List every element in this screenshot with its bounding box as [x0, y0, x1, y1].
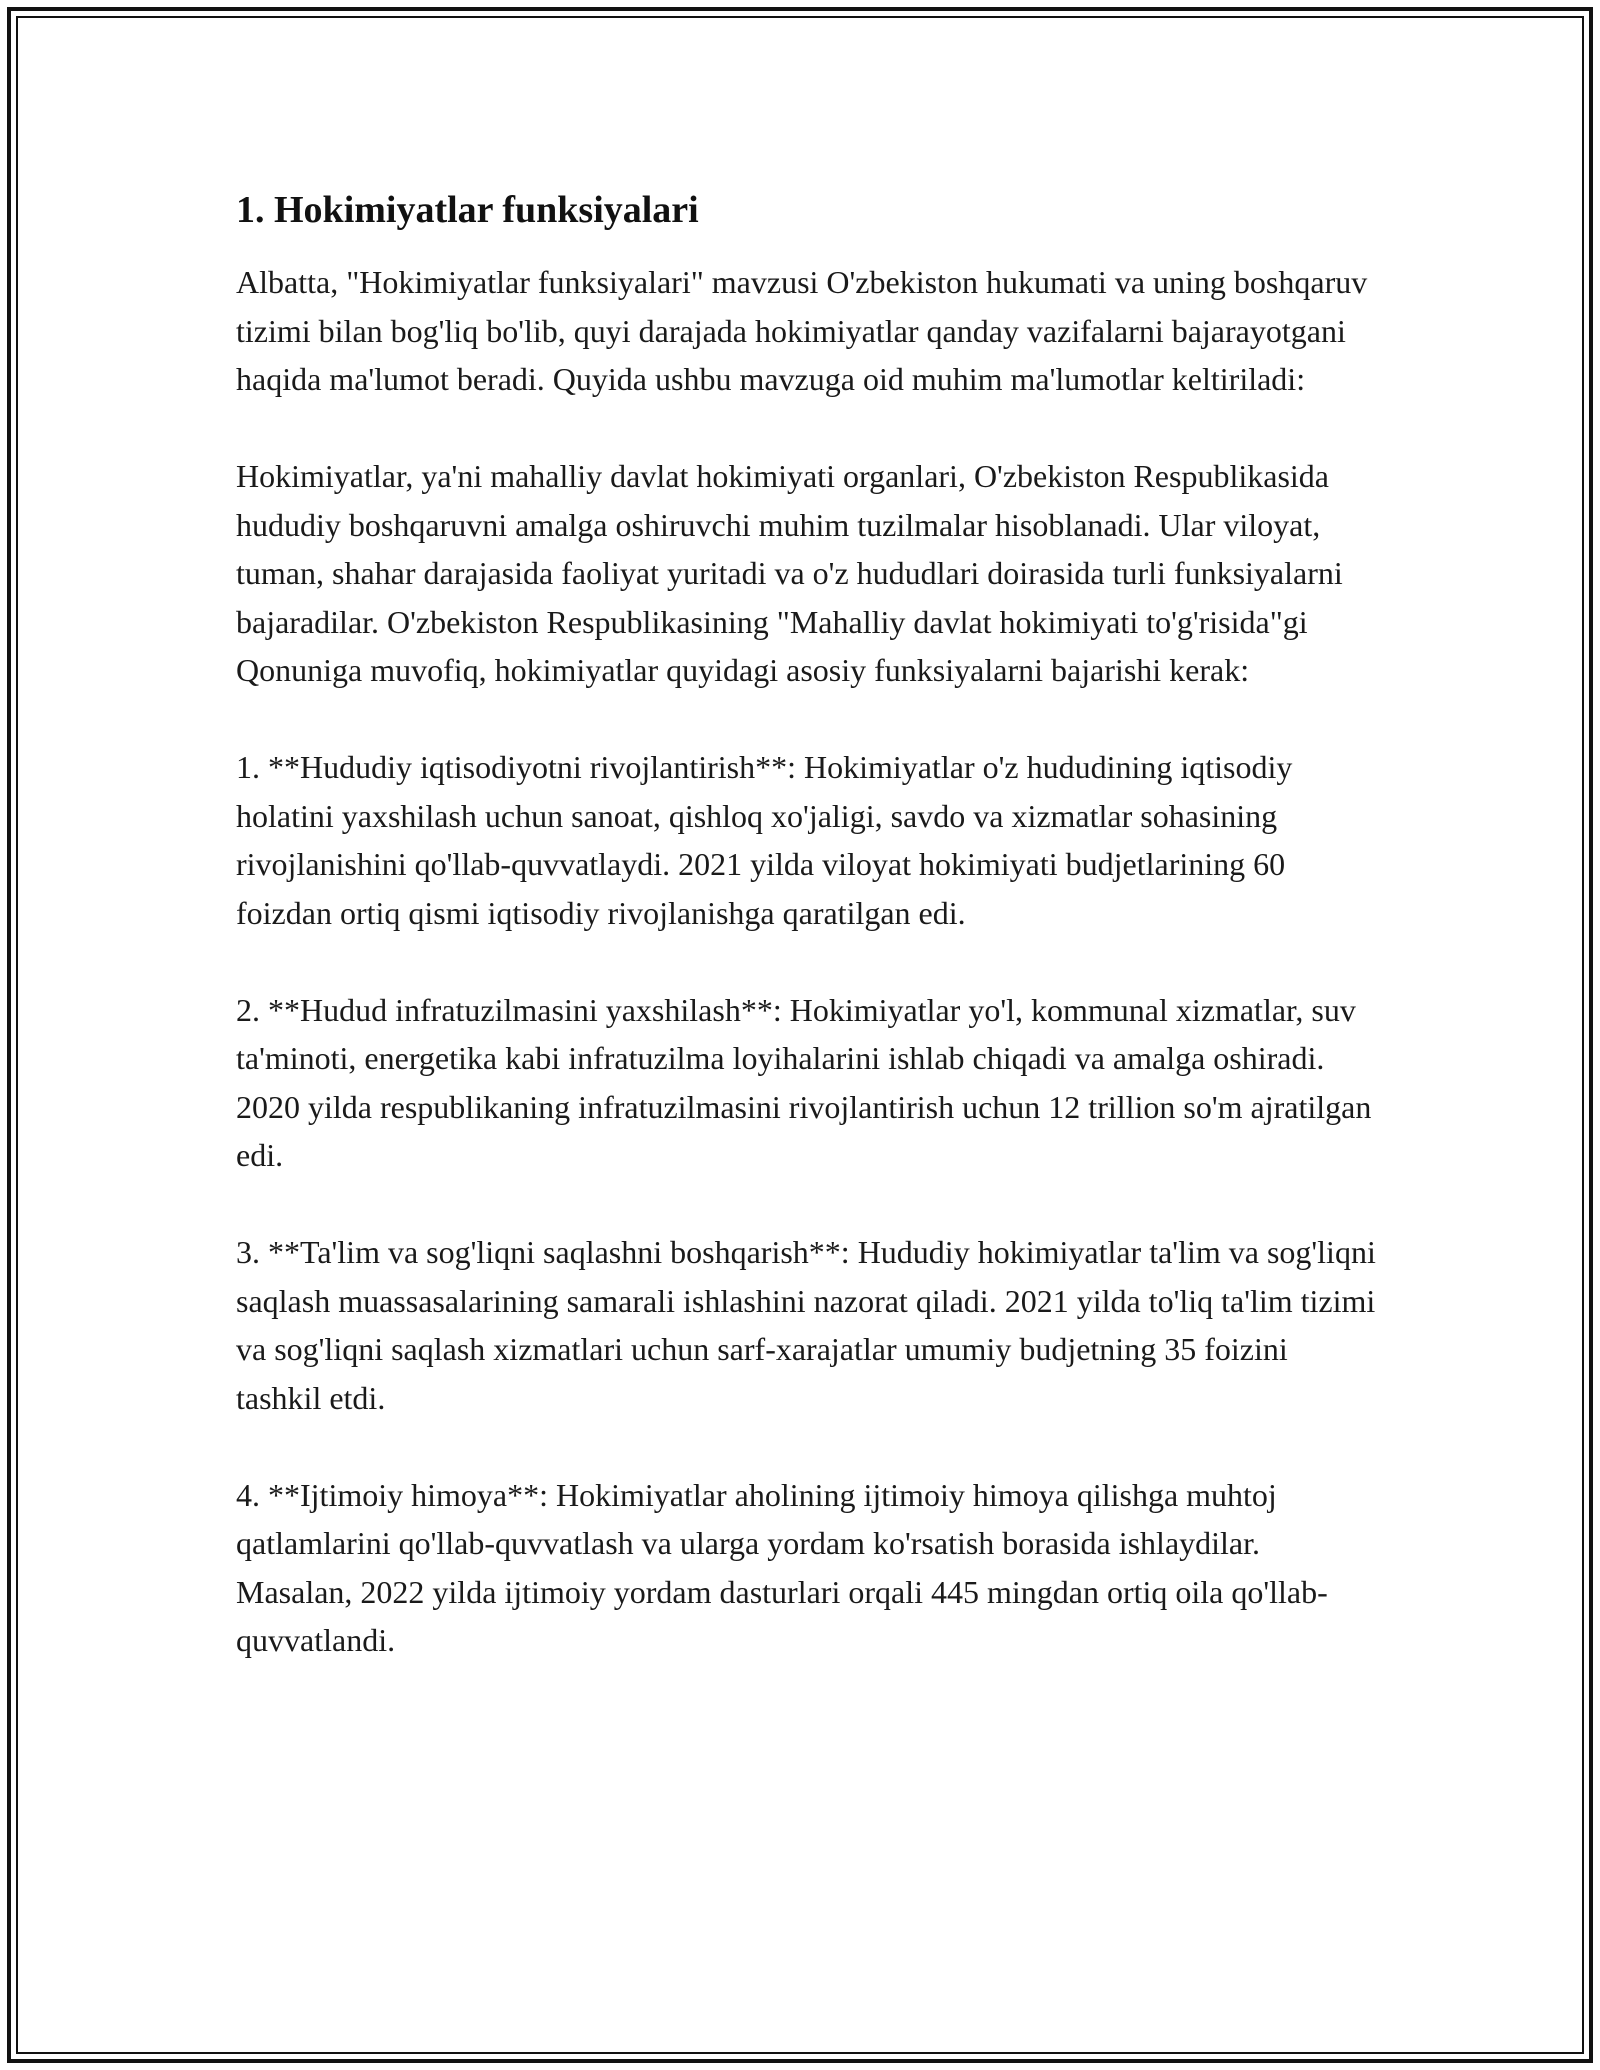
document-body [236, 186, 1376, 1665]
intro-paragraph: Albatta, "Hokimiyatlar funksiyalari" mavzusi O'zbekiston hukumati va uning boshqaruv tizimi bilan bog'liq bo'lib, quyi darajada hokimiyatlar qanday vazifalarni bajarayotgani haqida ma'lumot beradi. Quyida ushbu mavzuga oid muhim ma'lumotlar keltiriladi: [236, 264, 1368, 397]
section-heading: 1. Hokimiyatlar funksiyalari [236, 189, 699, 231]
function-item-economy: 1. **Hududiy iqtisodiyotni rivojlantirish**: Hokimiyatlar o'z hududining iqtisodiy holatini yaxshilash uchun sanoat, qishloq xo'jaligi, savdo va xizmatlar sohasining rivojlanishini qo'llab-quvvatlaydi. 2021 yilda viloyat hokimiyati budjetlarining 60 foizdan ortiq qismi iqtisodiy rivojlanishga qaratilgan edi. [236, 749, 1293, 931]
overview-paragraph: Hokimiyatlar, ya'ni mahalliy davlat hokimiyati organlari, O'zbekiston Respublikasida hududiy boshqaruvni amalga oshiruvchi muhim tuzilmalar hisoblanadi. Ular viloyat, tuman, shahar darajasida faoliyat yuritadi va o'z hududlari doirasida turli funksiyalarni bajaradilar. O'zbekiston Respublikasining "Mahalliy davlat hokimiyati to'g'risida"gi Qonuniga muvofiq, hokimiyatlar quyidagi asosiy funksiyalarni bajarishi kerak: [236, 458, 1343, 688]
function-item-social-protection: 4. **Ijtimoiy himoya**: Hokimiyatlar aholining ijtimoiy himoya qilishga muhtoj qatlamlarini qo'llab-quvvatlash va ularga yordam ko'rsatish borasida ishlaydilar. Masalan, 2022 yilda ijtimoiy yordam dasturlari orqali 445 mingdan ortiq oila qo'llab-quvvatlandi. [236, 1476, 1328, 1658]
function-item-education-health: 3. **Ta'lim va sog'liqni saqlashni boshqarish**: Hududiy hokimiyatlar ta'lim va sog'liqni saqlash muassasalarining samarali ishlashini nazorat qiladi. 2021 yilda to'liq ta'lim tizimi va sog'liqni saqlash xizmatlari uchun sarf-xarajatlar umumiy budjetning 35 foizini tashkil etdi. [236, 1234, 1376, 1416]
function-item-infrastructure: 2. **Hudud infratuzilmasini yaxshilash**: Hokimiyatlar yo'l, kommunal xizmatlar, suv ta'minoti, energetika kabi infratuzilma loyihalarini ishlab chiqadi va amalga oshiradi. 2020 yilda respublikaning infratuzilmasini rivojlantirish uchun 12 trillion so'm ajratilgan edi. [236, 991, 1372, 1173]
